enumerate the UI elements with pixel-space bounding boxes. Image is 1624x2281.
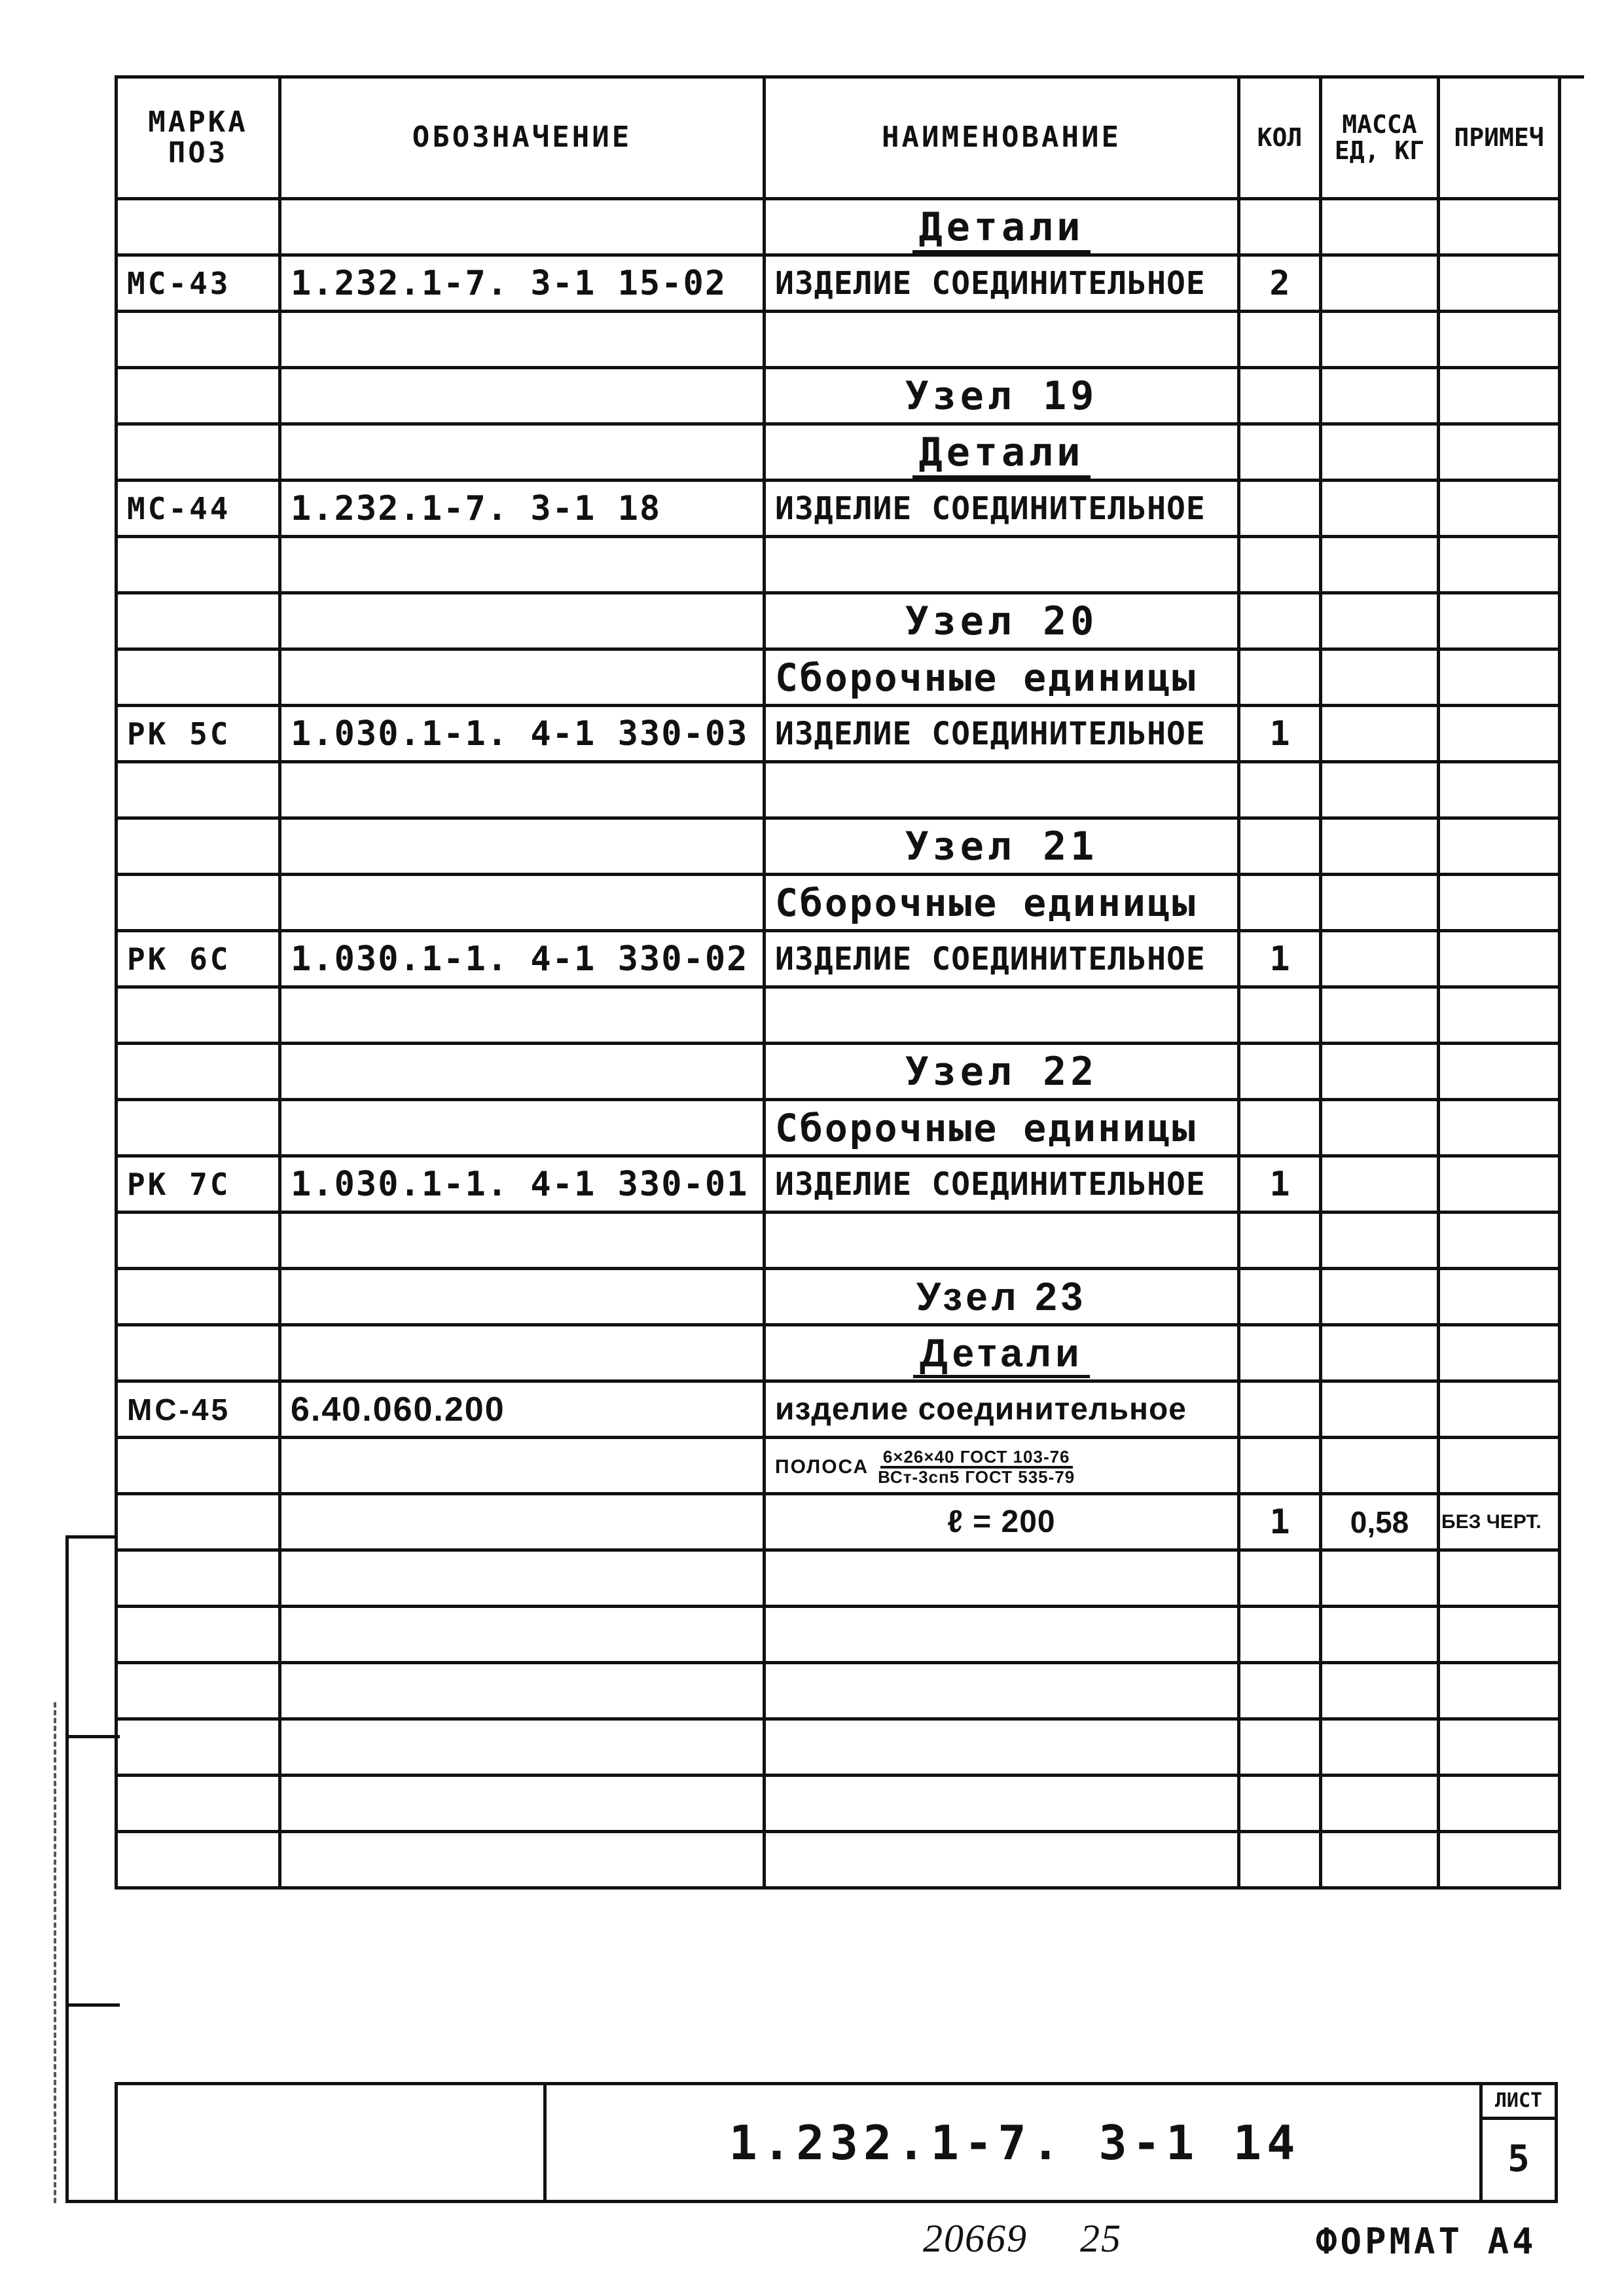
cell-name [765,1213,1239,1269]
cell-qty [1239,424,1321,481]
cell-name [765,1776,1239,1832]
cell-name: изделие соединительное [765,1381,1239,1438]
cell-designation [280,1494,765,1550]
cell-qty [1239,1438,1321,1494]
cell-designation [280,1438,765,1494]
cell-note [1439,1100,1560,1156]
format-label: ФОРМАТ А4 [1316,2221,1537,2262]
cell-designation [280,312,765,368]
cell-mass [1321,1325,1439,1381]
header-qty: КОЛ [1239,77,1321,199]
section-heading-text: Детали [912,429,1091,479]
material-type: ПОЛОСА [775,1456,869,1478]
fraction-numerator: 6×26×40 ГОСТ 103-76 [880,1448,1073,1469]
cell-note [1439,1044,1560,1100]
cell-mark: РК 7С [117,1156,280,1213]
cell-note [1439,875,1560,931]
specification-table [115,75,1561,1889]
table-row [117,931,1560,987]
sheet-number-box [1479,2085,1555,2200]
cell-qty [1239,368,1321,424]
cell-note [1439,1269,1560,1325]
cell-mark [117,1213,280,1269]
cell-note [1439,1719,1560,1776]
cell-mass [1321,1381,1439,1438]
cell-mass [1321,931,1439,987]
section-heading [765,1044,1239,1100]
cell-mass [1321,312,1439,368]
cell-qty [1239,875,1321,931]
section-heading [765,818,1239,875]
cell-mass [1321,199,1439,255]
cell-mass [1321,1100,1439,1156]
cell-name [765,762,1239,818]
cell-mass [1321,1663,1439,1719]
cell-mark [117,1044,280,1100]
header-note: ПРИМЕЧ [1439,77,1560,199]
cell-mass [1321,1607,1439,1663]
section-heading-text: Узел 20 [905,598,1098,644]
cell-note [1439,312,1560,368]
strip-divider [69,1735,120,1738]
cell-qty [1239,199,1321,255]
cell-mark [117,199,280,255]
strip-divider [69,2003,120,2007]
cell-mass [1321,1269,1439,1325]
cell-note [1439,593,1560,649]
cell-qty [1239,537,1321,593]
cell-note [1439,199,1560,255]
cell-mark: РК 5С [117,706,280,762]
table-row [117,1044,1560,1100]
fraction-denominator: ВСт-3сп5 ГОСТ 535-79 [878,1467,1075,1487]
cell-qty [1239,762,1321,818]
cell-mass [1321,706,1439,762]
cell-qty [1239,593,1321,649]
header-name: НАИМЕНОВАНИЕ [765,77,1239,199]
cell-designation [280,1269,765,1325]
binding-strip [65,1535,117,2203]
cell-mark [117,762,280,818]
cell-mark: МС-44 [117,481,280,537]
cell-note [1439,424,1560,481]
table-row [117,593,1560,649]
cell-name [765,1832,1239,1888]
cell-note [1439,762,1560,818]
cell-mass [1321,1550,1439,1607]
table-row [117,1607,1560,1663]
cell-mark [117,1269,280,1325]
table-row [117,1494,1560,1550]
table-row [117,1381,1560,1438]
section-heading [765,199,1239,255]
cell-mass: 0,58 [1321,1494,1439,1550]
cell-note [1439,481,1560,537]
cell-qty: 1 [1239,931,1321,987]
cell-qty [1239,1381,1321,1438]
cell-qty: 2 [1239,255,1321,312]
cell-name: ИЗДЕЛИЕ СОЕДИНИТЕЛЬНОЕ [765,1156,1239,1213]
cell-mark [117,1550,280,1607]
cell-mark: РК 6С [117,931,280,987]
cell-mass [1321,1832,1439,1888]
table-row [117,537,1560,593]
table-row [117,875,1560,931]
cell-note [1439,987,1560,1044]
section-heading [765,593,1239,649]
cell-qty [1239,481,1321,537]
cell-note [1439,1663,1560,1719]
table-row [117,1156,1560,1213]
cell-mass [1321,424,1439,481]
header-designation: ОБОЗНАЧЕНИЕ [280,77,765,199]
cell-qty [1239,1663,1321,1719]
cell-note [1439,649,1560,706]
table-row [117,255,1560,312]
cell-name: ИЗДЕЛИЕ СОЕДИНИТЕЛЬНОЕ [765,931,1239,987]
cell-designation [280,818,765,875]
cell-name: ℓ = 200 [765,1494,1239,1550]
cell-name [765,537,1239,593]
cell-name [765,1719,1239,1776]
table-row [117,987,1560,1044]
cell-mass [1321,481,1439,537]
cell-name [765,1607,1239,1663]
table-row [117,312,1560,368]
cell-note [1439,818,1560,875]
cell-name: ИЗДЕЛИЕ СОЕДИНИТЕЛЬНОЕ [765,706,1239,762]
cell-note [1439,537,1560,593]
cell-mark [117,368,280,424]
table-row [117,1663,1560,1719]
cell-mass [1321,1776,1439,1832]
cell-designation [280,1719,765,1776]
binding-edge [54,1702,56,2203]
cell-designation [280,1325,765,1381]
section-heading-text: Детали [912,204,1091,253]
archive-page: 25 [1080,2217,1122,2260]
cell-note [1439,706,1560,762]
cell-mark [117,1607,280,1663]
cell-designation [280,1213,765,1269]
cell-mark [117,424,280,481]
table-row [117,1269,1560,1325]
cell-designation [280,1550,765,1607]
table-row [117,368,1560,424]
subsection-heading: Сборочные единицы [765,1100,1239,1156]
section-heading-text: Узел 22 [905,1048,1098,1095]
cell-mass [1321,1438,1439,1494]
table-row [117,762,1560,818]
cell-qty [1239,1269,1321,1325]
cell-note [1439,1156,1560,1213]
cell-mass [1321,1719,1439,1776]
cell-qty [1239,649,1321,706]
cell-note [1439,1325,1560,1381]
section-heading [765,368,1239,424]
table-row [117,1719,1560,1776]
cell-note [1439,1832,1560,1888]
subsection-heading: Сборочные единицы [765,649,1239,706]
cell-note [1439,1550,1560,1607]
cell-mark: МС-45 [117,1381,280,1438]
cell-designation [280,649,765,706]
cell-mark [117,1494,280,1550]
fraction [875,1448,1077,1487]
cell-qty: 1 [1239,706,1321,762]
cell-name [765,1663,1239,1719]
cell-designation [280,593,765,649]
title-block [115,2082,1558,2203]
table-row [117,1438,1560,1494]
cell-name [765,1550,1239,1607]
table-row [117,1832,1560,1888]
section-heading-text: Детали [913,1331,1090,1378]
cell-name: ИЗДЕЛИЕ СОЕДИНИТЕЛЬНОЕ [765,255,1239,312]
cell-mass [1321,593,1439,649]
cell-qty [1239,1213,1321,1269]
cell-qty [1239,1550,1321,1607]
cell-designation: 1.232.1-7. 3-1 18 [280,481,765,537]
table-header-row [117,77,1560,199]
cell-designation [280,537,765,593]
table-row [117,1100,1560,1156]
cell-designation [280,762,765,818]
cell-note [1439,255,1560,312]
sheet-number: 5 [1507,2138,1530,2180]
cell-mark [117,1832,280,1888]
cell-note [1439,1381,1560,1438]
table-row [117,424,1560,481]
cell-mass [1321,649,1439,706]
cell-designation [280,368,765,424]
table-row [117,481,1560,537]
cell-designation [280,1607,765,1663]
cell-note [1439,1607,1560,1663]
cell-note: БЕЗ ЧЕРТ. [1439,1494,1560,1550]
cell-mark [117,1663,280,1719]
material-spec [765,1438,1239,1494]
table-row [117,199,1560,255]
cell-name [765,312,1239,368]
table-row [117,1550,1560,1607]
cell-mark [117,1100,280,1156]
cell-designation [280,1832,765,1888]
cell-designation: 1.030.1-1. 4-1 330-03 [280,706,765,762]
corner-mark [1506,49,1584,79]
cell-mass [1321,1156,1439,1213]
cell-qty [1239,1776,1321,1832]
cell-mark [117,987,280,1044]
section-heading [765,1325,1239,1381]
cell-mark [117,1776,280,1832]
cell-designation [280,1776,765,1832]
cell-mark [117,537,280,593]
cell-mark [117,312,280,368]
cell-mark: МС-43 [117,255,280,312]
sheet-label: ЛИСТ [1483,2085,1555,2120]
cell-qty [1239,1607,1321,1663]
cell-mass [1321,368,1439,424]
cell-mass [1321,987,1439,1044]
cell-designation [280,199,765,255]
header-mark: МАРКА ПОЗ [117,77,280,199]
cell-mass [1321,762,1439,818]
cell-note [1439,1776,1560,1832]
section-heading-text: Узел 23 [916,1275,1087,1319]
cell-designation: 1.030.1-1. 4-1 330-02 [280,931,765,987]
table-row [117,1213,1560,1269]
cell-qty: 1 [1239,1494,1321,1550]
archive-number: 20669 [923,2217,1028,2260]
cell-designation: 1.030.1-1. 4-1 330-01 [280,1156,765,1213]
cell-designation [280,424,765,481]
document-code: 1.232.1-7. 3-1 14 [729,2115,1301,2170]
table-row [117,706,1560,762]
table-row [117,818,1560,875]
section-heading [765,1269,1239,1325]
cell-qty [1239,818,1321,875]
cell-mass [1321,537,1439,593]
cell-qty [1239,1719,1321,1776]
cell-mark [117,818,280,875]
cell-mass [1321,1044,1439,1100]
cell-mark [117,593,280,649]
cell-mark [117,649,280,706]
table-body [117,199,1560,1888]
cell-note [1439,368,1560,424]
cell-name [765,987,1239,1044]
cell-name: ИЗДЕЛИЕ СОЕДИНИТЕЛЬНОЕ [765,481,1239,537]
cell-note [1439,1438,1560,1494]
cell-designation [280,875,765,931]
table-row [117,649,1560,706]
subsection-heading: Сборочные единицы [765,875,1239,931]
cell-note [1439,931,1560,987]
header-mass: МАССА ЕД, КГ [1321,77,1439,199]
cell-mass [1321,818,1439,875]
cell-qty [1239,1100,1321,1156]
cell-designation: 1.232.1-7. 3-1 15-02 [280,255,765,312]
table-row [117,1325,1560,1381]
section-heading-text: Узел 21 [905,823,1098,869]
section-heading [765,424,1239,481]
cell-qty [1239,1832,1321,1888]
cell-qty [1239,1325,1321,1381]
cell-qty [1239,1044,1321,1100]
cell-qty [1239,987,1321,1044]
cell-mark [117,1438,280,1494]
cell-qty [1239,312,1321,368]
cell-mark [117,1719,280,1776]
cell-qty: 1 [1239,1156,1321,1213]
cell-mass [1321,875,1439,931]
table-row [117,1776,1560,1832]
cell-designation: 6.40.060.200 [280,1381,765,1438]
cell-designation [280,1044,765,1100]
cell-mark [117,1325,280,1381]
archive-stamp [923,2216,1174,2261]
cell-mass [1321,1213,1439,1269]
cell-mark [117,875,280,931]
material-fraction [775,1448,1077,1487]
cell-designation [280,1663,765,1719]
cell-mass [1321,255,1439,312]
section-heading-text: Узел 19 [905,373,1098,419]
cell-designation [280,1100,765,1156]
cell-designation [280,987,765,1044]
cell-note [1439,1213,1560,1269]
title-block-blank [118,2085,547,2200]
